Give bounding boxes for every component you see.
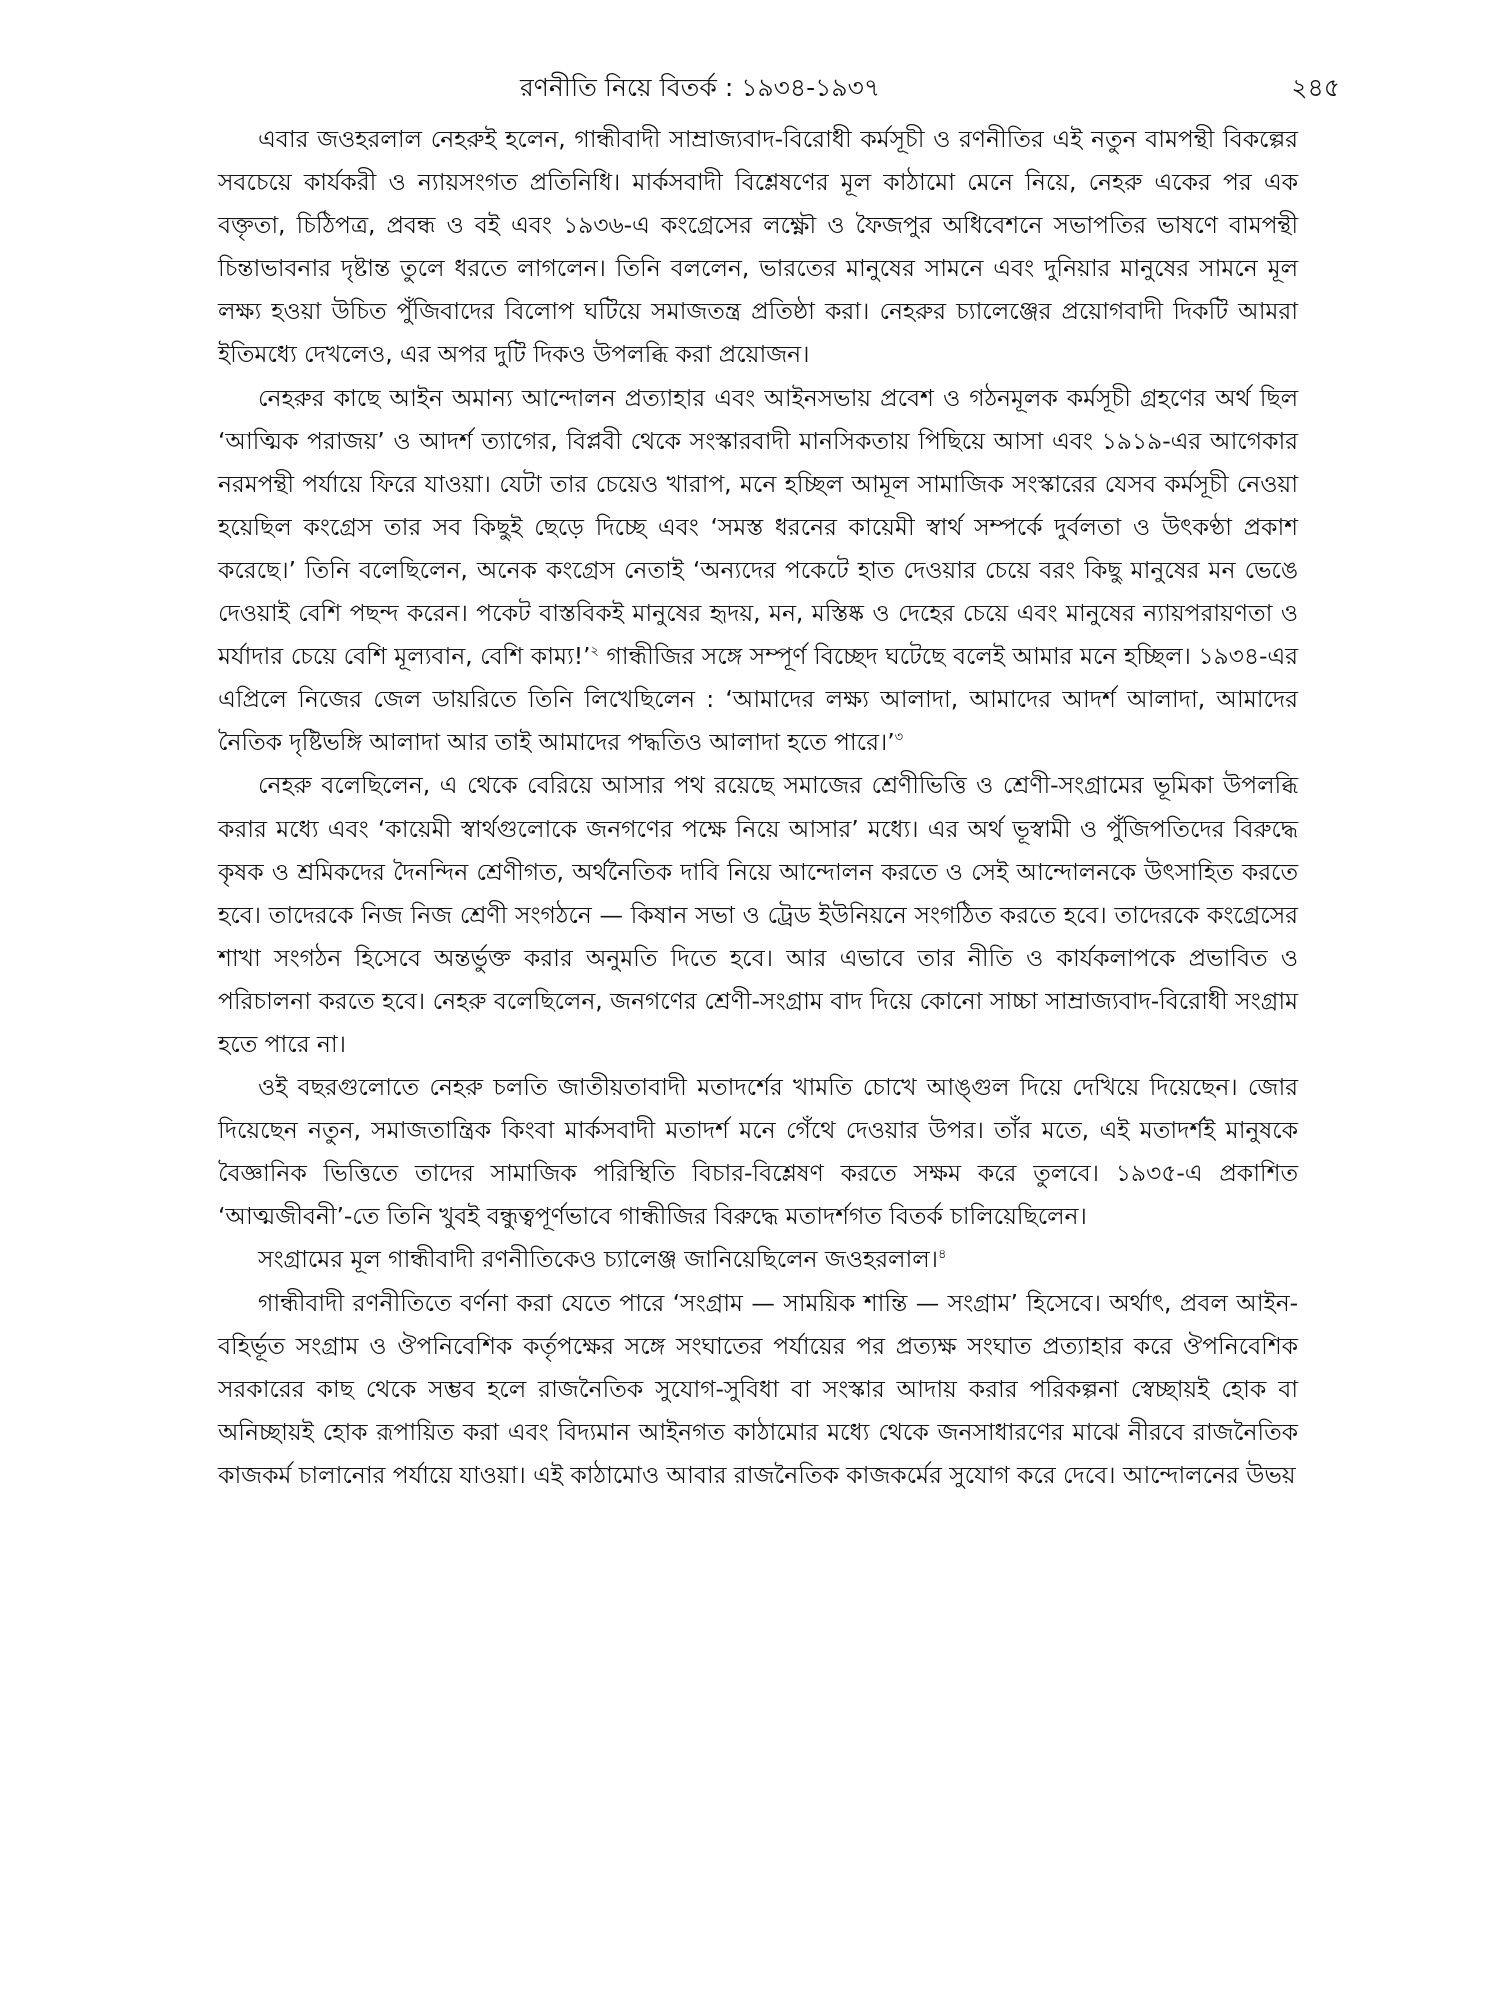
paragraph (218, 764, 1298, 1066)
paragraph (218, 377, 1298, 765)
paragraph-text: নেহরু বলেছিলেন, এ থেকে বেরিয়ে আসার পথ রয়েছে সমাজের শ্রেণীভিত্তি ও শ্রেণী-সংগ্রামের ভূমিকা উপলব্ধি করার মধ্যে এবং ‘কায়েমী স্বার্থগুলোকে জনগণের পক্ষে নিয়ে আসার’ মধ্যে। এর অর্থ ভূস্বামী ও পুঁজিপতিদের বিরুদ্ধে কৃষক ও শ্রমিকদের দৈনন্দিন শ্রেণীগত, অর্থনৈতিক দাবি নিয়ে আন্দোলন করতে ও সেই আন্দোলনকে উৎসাহিত করতে হবে। তাদেরকে নিজ নিজ শ্রেণী সংগঠনে — কিষান সভা ও ট্রেড ইউনিয়নে সংগঠিত করতে হবে। তাদেরকে কংগ্রেসের শাখা সংগঠন হিসেবে অন্তর্ভুক্ত করার অনুমতি দিতে হবে। আর এভাবে তার নীতি ও কার্যকলাপকে প্রভাবিত ও পরিচালনা করতে হবে। নেহরু বলেছিলেন, জনগণের শ্রেণী-সংগ্রাম বাদ দিয়ে কোনো সাচ্চা সাম্রাজ্যবাদ-বিরোধী সংগ্রাম হতে পারে না। (218, 771, 1298, 1058)
paragraph (218, 1238, 1298, 1281)
chapter-title: রণনীতি নিয়ে বিতর্ক : ১৯৩৪-১৯৩৭ (520, 73, 881, 102)
footnote-marker: ৩ (894, 730, 903, 746)
paragraph-text: ওই বছরগুলোতে নেহরু চলতি জাতীয়তাবাদী মতাদর্শের খামতি চোখে আঙ্গুল দিয়ে দেখিয়ে দিয়েছেন। জোর দিয়েছেন নতুন, সমাজতান্ত্রিক কিংবা মার্কসবাদী মতাদর্শ মনে গেঁথে দেওয়ার উপর। তাঁর মতে, এই মতাদর্শই মানুষকে বৈজ্ঞানিক ভিত্তিতে তাদের সামাজিক পরিস্থিতি বিচার-বিশ্লেষণ করতে সক্ষম করে তুলবে। ১৯৩৫-এ প্রকাশিত ‘আত্মজীবনী’-তে তিনি খুবই বন্ধুত্বপূর্ণভাবে গান্ধীজির বিরুদ্ধে মতাদর্শগত বিতর্ক চালিয়েছিলেন। (218, 1073, 1298, 1231)
body-text (218, 118, 1298, 1497)
paragraph (218, 1066, 1298, 1238)
paragraph-text: নেহরুর কাছে আইন অমান্য আন্দোলন প্রত্যাহার এবং আইনসভায় প্রবেশ ও গঠনমূলক কর্মসূচী গ্রহণের অর্থ ছিল ‘আত্মিক পরাজয়’ ও আদর্শ ত্যাগের, বিপ্লবী থেকে সংস্কারবাদী মানসিকতায় পিছিয়ে আসা এবং ১৯১৯-এর আগেকার নরমপন্থী পর্যায়ে ফিরে যাওয়া। যেটা তার চেয়েও খারাপ, মনে হচ্ছিল আমূল সামাজিক সংস্কারের যেসব কর্মসূচী নেওয়া হয়েছিল কংগ্রেস তার সব কিছুই ছেড়ে দিচ্ছে এবং ‘সমস্ত ধরনের কায়েমী স্বার্থ সম্পর্কে দুর্বলতা ও উৎকণ্ঠা প্রকাশ করেছে।’ তিনি বলেছিলেন, অনেক কংগ্রেস নেতাই ‘অন্যদের পকেটে হাত দেওয়ার চেয়ে বরং কিছু মানুষের মন ভেঙে দেওয়াই বেশি পছন্দ করেন। পকেট বাস্তবিকই মানুষের হৃদয়, মন, মস্তিষ্ক ও দেহের চেয়ে এবং মানুষের ন্যায়পরায়ণতা ও মর্যাদার চেয়ে বেশি মূল্যবান, বেশি কাম্য!’ (218, 383, 1298, 671)
running-header (480, 68, 1340, 108)
footnote-marker: ২ (590, 644, 599, 660)
paragraph-text: এবার জওহরলাল নেহরুই হলেন, গান্ধীবাদী সাম্রাজ্যবাদ-বিরোধী কর্মসূচী ও রণনীতির এই নতুন বামপন্থী বিকল্পের সবচেয়ে কার্যকরী ও ন্যায়সংগত প্রতিনিধি। মার্কসবাদী বিশ্লেষণের মূল কাঠামো মেনে নিয়ে, নেহরু একের পর এক বক্তৃতা, চিঠিপত্র, প্রবন্ধ ও বই এবং ১৯৩৬-এ কংগ্রেসের লক্ষ্ণৌ ও ফৈজপুর অধিবেশনে সভাপতির ভাষণে বামপন্থী চিন্তাভাবনার দৃষ্টান্ত তুলে ধরতে লাগলেন। তিনি বললেন, ভারতের মানুষের সামনে এবং দুনিয়ার মানুষের সামনে মূল লক্ষ্য হওয়া উচিত পুঁজিবাদের বিলোপ ঘটিয়ে সমাজতন্ত্র প্রতিষ্ঠা করা। নেহরুর চ্যালেঞ্জের প্রয়োগবাদী দিকটি আমরা ইতিমধ্যে দেখলেও, এর অপর দুটি দিকও উপলব্ধি করা প্রয়োজন। (218, 125, 1298, 369)
paragraph-text: গান্ধীজির সঙ্গে সম্পূর্ণ বিচ্ছেদ ঘটেছে বলেই আমার মনে হচ্ছিল। ১৯৩৪-এর এপ্রিলে নিজের জেল ডায়রিতে তিনি লিখেছিলেন : ‘আমাদের লক্ষ্য আলাদা, আমাদের আদর্শ আলাদা, আমাদের নৈতিক দৃষ্টিভঙ্গি আলাদা আর তাই আমাদের পদ্ধতিও আলাদা হতে পারে।’ (218, 642, 1298, 757)
paragraph-text: গান্ধীবাদী রণনীতিতে বর্ণনা করা যেতে পারে ‘সংগ্রাম — সাময়িক শান্তি — সংগ্রাম’ হিসেবে। অর্থাৎ, প্রবল আইন-বহির্ভূত সংগ্রাম ও ঔপনিবেশিক কর্তৃপক্ষের সঙ্গে সংঘাতের পর্যায়ের পর প্রত্যক্ষ সংঘাত প্রত্যাহার করে ঔপনিবেশিক সরকারের কাছ থেকে সম্ভব হলে রাজনৈতিক সুযোগ-সুবিধা বা সংস্কার আদায় করার পরিকল্পনা স্বেচ্ছায়ই হোক বা অনিচ্ছায়ই হোক রূপায়িত করা এবং বিদ্যমান আইনগত কাঠামোর মধ্যে থেকে জনসাধারণের মাঝে নীরবে রাজনৈতিক কাজকর্ম চালানোর পর্যায়ে যাওয়া। এই কাঠামোও আবার রাজনৈতিক কাজকর্মের সুযোগ করে দেবে। আন্দোলনের উভয় (218, 1288, 1298, 1489)
paragraph (218, 118, 1298, 377)
page-number: ২৪৫ (1291, 73, 1340, 102)
footnote-marker: ৪ (937, 1247, 947, 1263)
paragraph (218, 1282, 1298, 1497)
paragraph-text: সংগ্রামের মূল গান্ধীবাদী রণনীতিকেও চ্যালেঞ্জ জানিয়েছিলেন জওহরলাল। (258, 1245, 938, 1274)
